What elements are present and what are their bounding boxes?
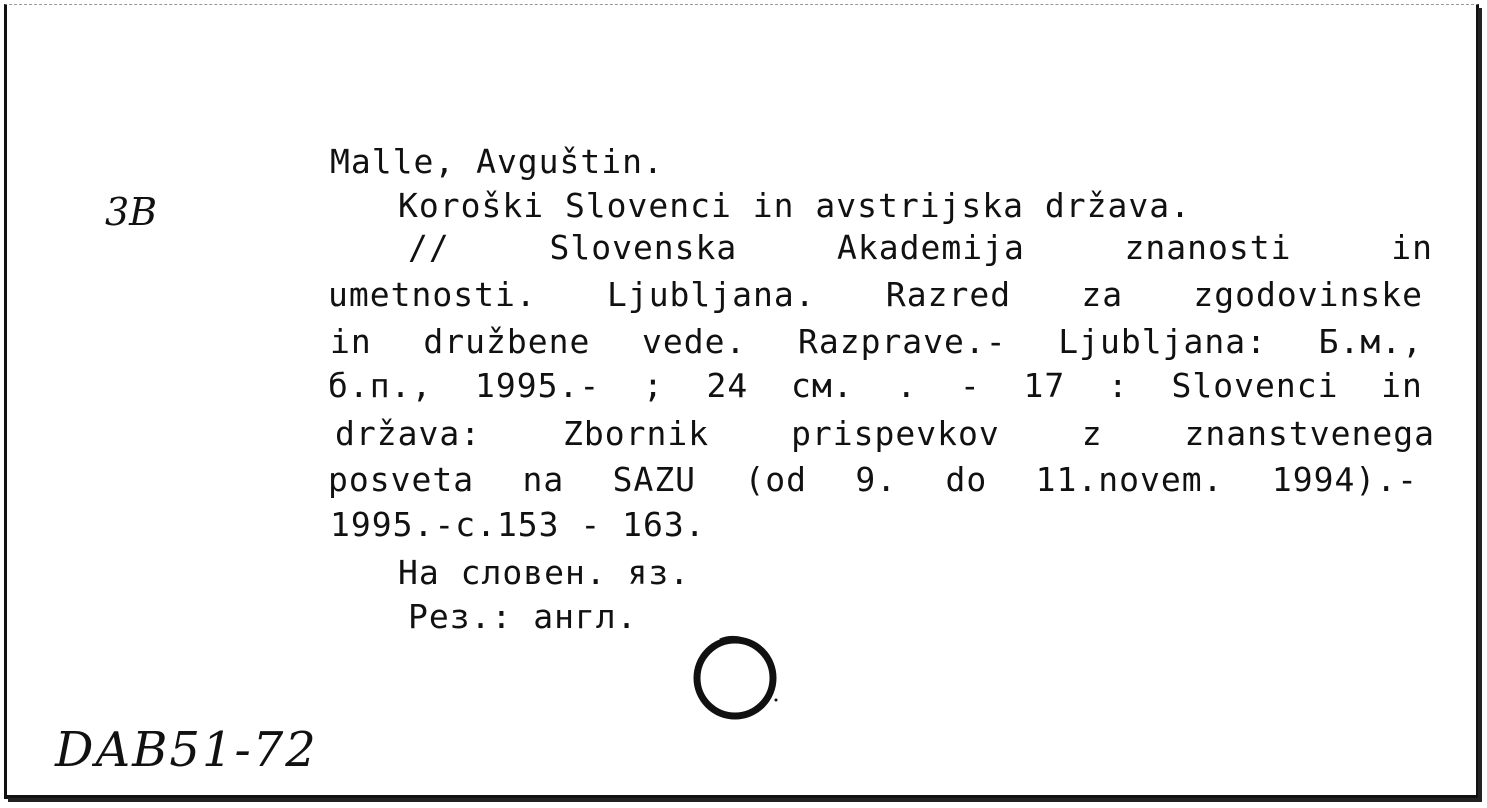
inventory-number: DAB51-72 — [55, 722, 318, 778]
imprint-line: in družbene vede. Razprave.- Ljubljana: Б.м., — [330, 322, 1423, 361]
card-shadow-bottom — [8, 798, 1482, 802]
series-line-2: umetnosti. Ljubljana. Razred za zgodovinske — [328, 275, 1423, 314]
language-note: На словен. яз. — [398, 553, 691, 592]
card-shadow-right — [1478, 8, 1482, 800]
pages-line: 1995.-c.153 - 163. — [330, 505, 706, 544]
series-line-1: // Slovenska Akademija znanosti in — [408, 228, 1433, 267]
punch-hole — [680, 628, 790, 728]
title-line: Koroški Slovenci in avstrijska država. — [398, 186, 1191, 225]
author-heading: Malle, Avguštin. — [330, 142, 664, 181]
summary-note: Рез.: англ. — [408, 597, 638, 636]
source-line-1: država: Zbornik prispevkov z znanstvenega — [335, 414, 1435, 453]
source-line-2: posveta na SAZU (od 9. do 11.novem. 1994).- — [328, 460, 1418, 499]
shelf-mark: 3B — [105, 190, 158, 234]
collation-line: б.п., 1995.- ; 24 см. . - 17 : Slovenci in — [328, 366, 1423, 405]
